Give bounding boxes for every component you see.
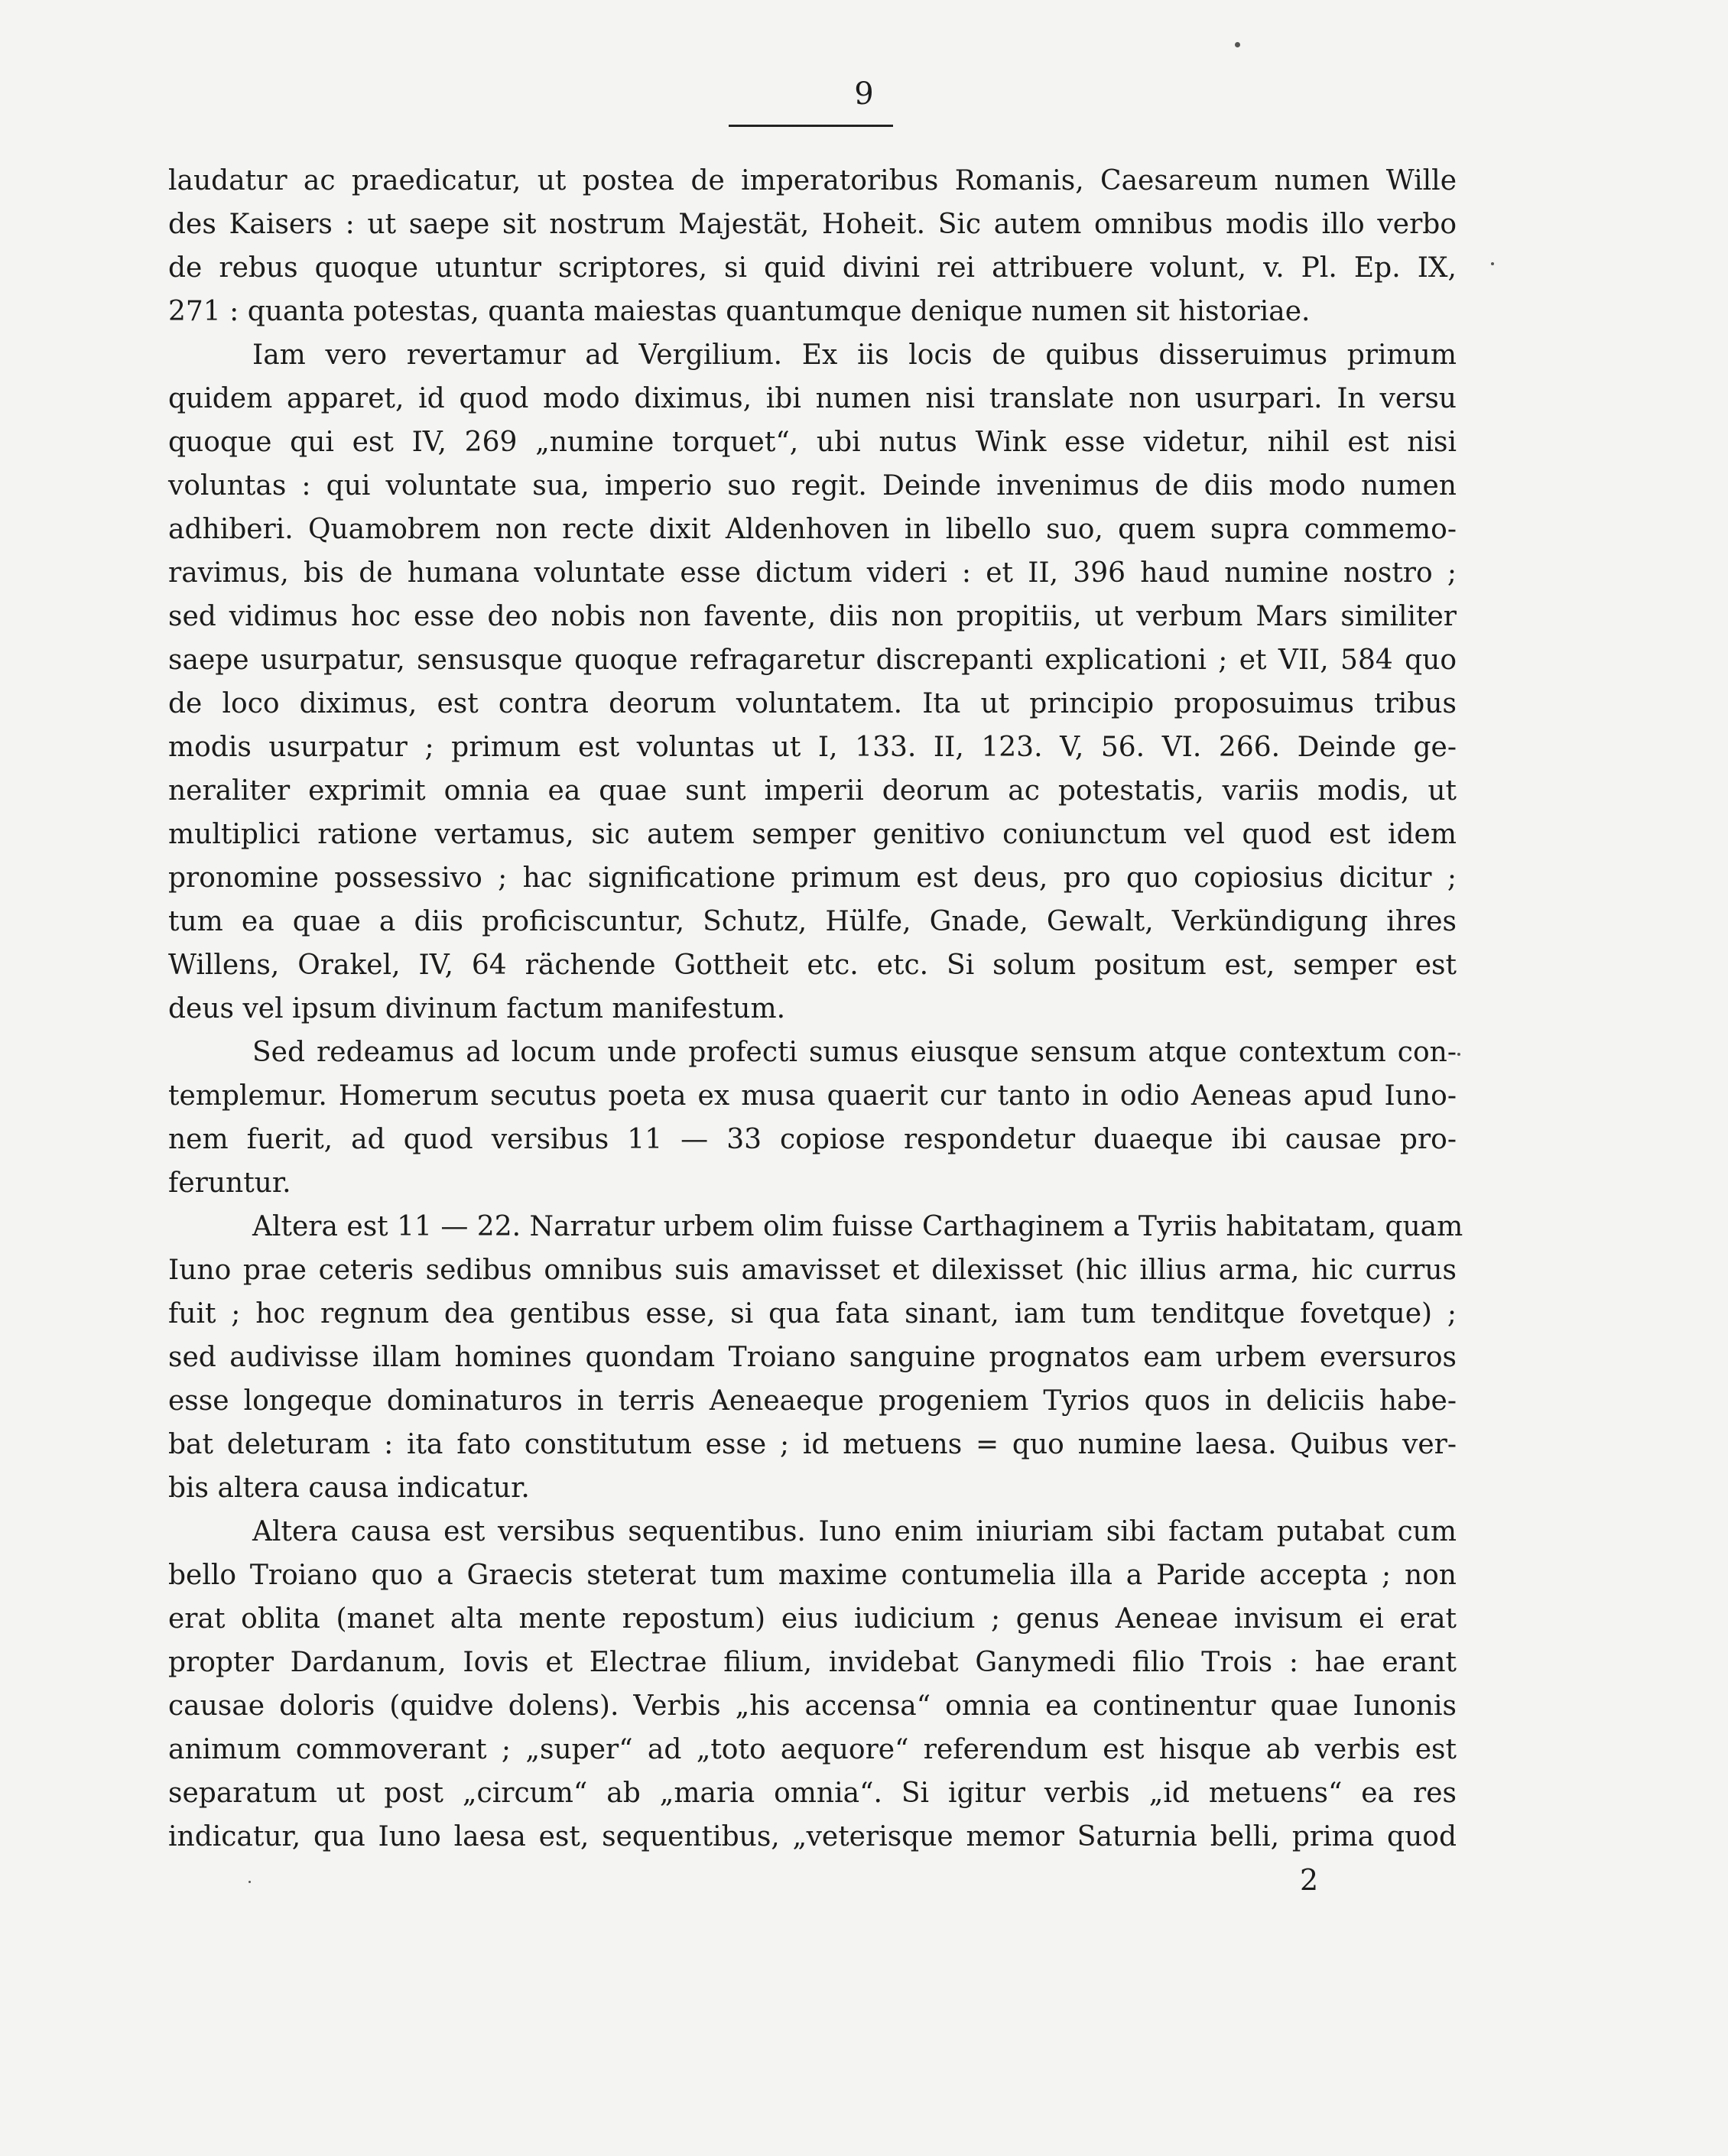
text-line: nem fuerit, ad quod versibus 11 — 33 copiose respondetur duaeque ibi causae pro- bbox=[168, 1124, 1457, 1155]
text-line: Altera causa est versibus sequentibus. Iuno enim iniuriam sibi factam putabat cum bbox=[252, 1516, 1457, 1547]
header-rule bbox=[729, 125, 893, 127]
text-line: bello Troiano quo a Graecis steterat tum maxime contumelia illa a Paride accepta ; non bbox=[168, 1560, 1457, 1591]
text-line: modis usurpatur ; primum est voluntas ut I, 133. II, 123. V, 56. VI. 266. Deinde ge- bbox=[168, 732, 1457, 763]
paragraph-4 bbox=[168, 1205, 1463, 1510]
text-line: Sed redeamus ad locum unde profecti sumus eiusque sensum atque contextum con- bbox=[252, 1037, 1457, 1068]
text-line: de rebus quoque utuntur scriptores, si quid divini rei attribuere volunt, v. Pl. Ep. IX, bbox=[168, 252, 1457, 284]
text-line: esse longeque dominaturos in terris Aeneaeque progeniem Tyrios quos in deliciis habe- bbox=[168, 1385, 1457, 1417]
page-number: 9 bbox=[854, 76, 874, 112]
text-line: Iuno prae ceteris sedibus omnibus suis amavisset et dilexisset (hic illius arma, hic currus bbox=[168, 1255, 1457, 1286]
text-line: quidem apparet, id quod modo diximus, ibi numen nisi translate non usurpari. In versu bbox=[168, 383, 1457, 414]
text-line: des Kaisers : ut saepe sit nostrum Majestät, Hoheit. Sic autem omnibus modis illo verbo bbox=[168, 209, 1457, 240]
text-line: fuit ; hoc regnum dea gentibus esse, si qua fata sinant, iam tum tenditque fovetque) ; bbox=[168, 1298, 1457, 1330]
text-line: saepe usurpatur, sensusque quoque refragaretur discrepanti explicationi ; et VII, 584 quo bbox=[168, 645, 1457, 676]
text-line: bis altera causa indicatur. bbox=[168, 1473, 530, 1504]
ink-speck bbox=[248, 1881, 251, 1883]
text-line: animum commoverant ; „super“ ad „toto aequore“ referendum est hisque ab verbis est bbox=[168, 1734, 1457, 1765]
text-line: quoque qui est IV, 269 „numine torquet“, ubi nutus Wink esse videtur, nihil est nisi bbox=[168, 427, 1457, 458]
text-line: deus vel ipsum divinum factum manifestum. bbox=[168, 993, 786, 1024]
text-line: sed audivisse illam homines quondam Troiano sanguine prognatos eam urbem eversuros bbox=[168, 1342, 1457, 1373]
paragraph-2 bbox=[168, 333, 1457, 1031]
ink-speck bbox=[1457, 1053, 1460, 1056]
signature-mark: 2 bbox=[1300, 1863, 1319, 1897]
text-line: ravimus, bis de humana voluntate esse dictum videri : et II, 396 haud numine nostro ; bbox=[168, 557, 1457, 589]
text-line: bat deleturam : ita fato constitutum esse ; id metuens = quo numine laesa. Quibus ver- bbox=[168, 1429, 1457, 1460]
text-line: sed vidimus hoc esse deo nobis non favente, diis non propitiis, ut verbum Mars similiter bbox=[168, 601, 1457, 632]
text-line: tum ea quae a diis proficiscuntur, Schutz, Hülfe, Gnade, Gewalt, Verkündigung ihres bbox=[168, 906, 1457, 937]
text-line: Altera est 11 — 22. Narratur urbem olim fuisse Carthaginem a Tyriis habitatam, quam bbox=[252, 1211, 1463, 1242]
paragraph-1 bbox=[168, 159, 1457, 333]
text-line: 271 : quanta potestas, quanta maiestas quantumque denique numen sit historiae. bbox=[168, 296, 1311, 327]
text-line: templemur. Homerum secutus poeta ex musa quaerit cur tanto in odio Aeneas apud Iuno- bbox=[168, 1080, 1457, 1112]
text-line: multiplici ratione vertamus, sic autem semper genitivo coniunctum vel quod est idem bbox=[168, 819, 1457, 850]
text-line: Willens, Orakel, IV, 64 rächende Gottheit etc. etc. Si solum positum est, semper est bbox=[168, 950, 1457, 981]
text-line: laudatur ac praedicatur, ut postea de imperatoribus Romanis, Caesareum numen Wille bbox=[168, 165, 1457, 196]
text-line: separatum ut post „circum“ ab „maria omnia“. Si igitur verbis „id metuens“ ea res bbox=[168, 1778, 1457, 1809]
text-line: pronomine possessivo ; hac significatione primum est deus, pro quo copiosius dicitur ; bbox=[168, 862, 1457, 894]
text-line: erat oblita (manet alta mente repostum) eius iudicium ; genus Aeneae invisum ei erat bbox=[168, 1603, 1457, 1635]
text-line: adhiberi. Quamobrem non recte dixit Aldenhoven in libello suo, quem supra commemo- bbox=[168, 514, 1457, 545]
text-line: propter Dardanum, Iovis et Electrae filium, invidebat Ganymedi filio Trois : hae erant bbox=[168, 1647, 1457, 1678]
text-line: Iam vero revertamur ad Vergilium. Ex iis locis de quibus disseruimus primum bbox=[252, 339, 1457, 371]
paragraph-5 bbox=[168, 1510, 1457, 1859]
text-line: neraliter exprimit omnia ea quae sunt imperii deorum ac potestatis, variis modis, ut bbox=[168, 775, 1457, 807]
text-line: indicatur, qua Iuno laesa est, sequentibus, „veterisque memor Saturnia belli, prima quod bbox=[168, 1821, 1457, 1852]
body-text bbox=[168, 159, 1463, 1859]
text-line: causae doloris (quidve dolens). Verbis „his accensa“ omnia ea continentur quae Iunonis bbox=[168, 1690, 1457, 1722]
ink-speck bbox=[1491, 262, 1494, 265]
text-line: feruntur. bbox=[168, 1167, 291, 1199]
text-line: voluntas : qui voluntate sua, imperio suo regit. Deinde invenimus de diis modo numen bbox=[168, 470, 1457, 502]
ink-speck bbox=[1235, 42, 1240, 47]
paragraph-3 bbox=[168, 1031, 1457, 1205]
text-line: de loco diximus, est contra deorum voluntatem. Ita ut principio proposuimus tribus bbox=[168, 688, 1457, 719]
